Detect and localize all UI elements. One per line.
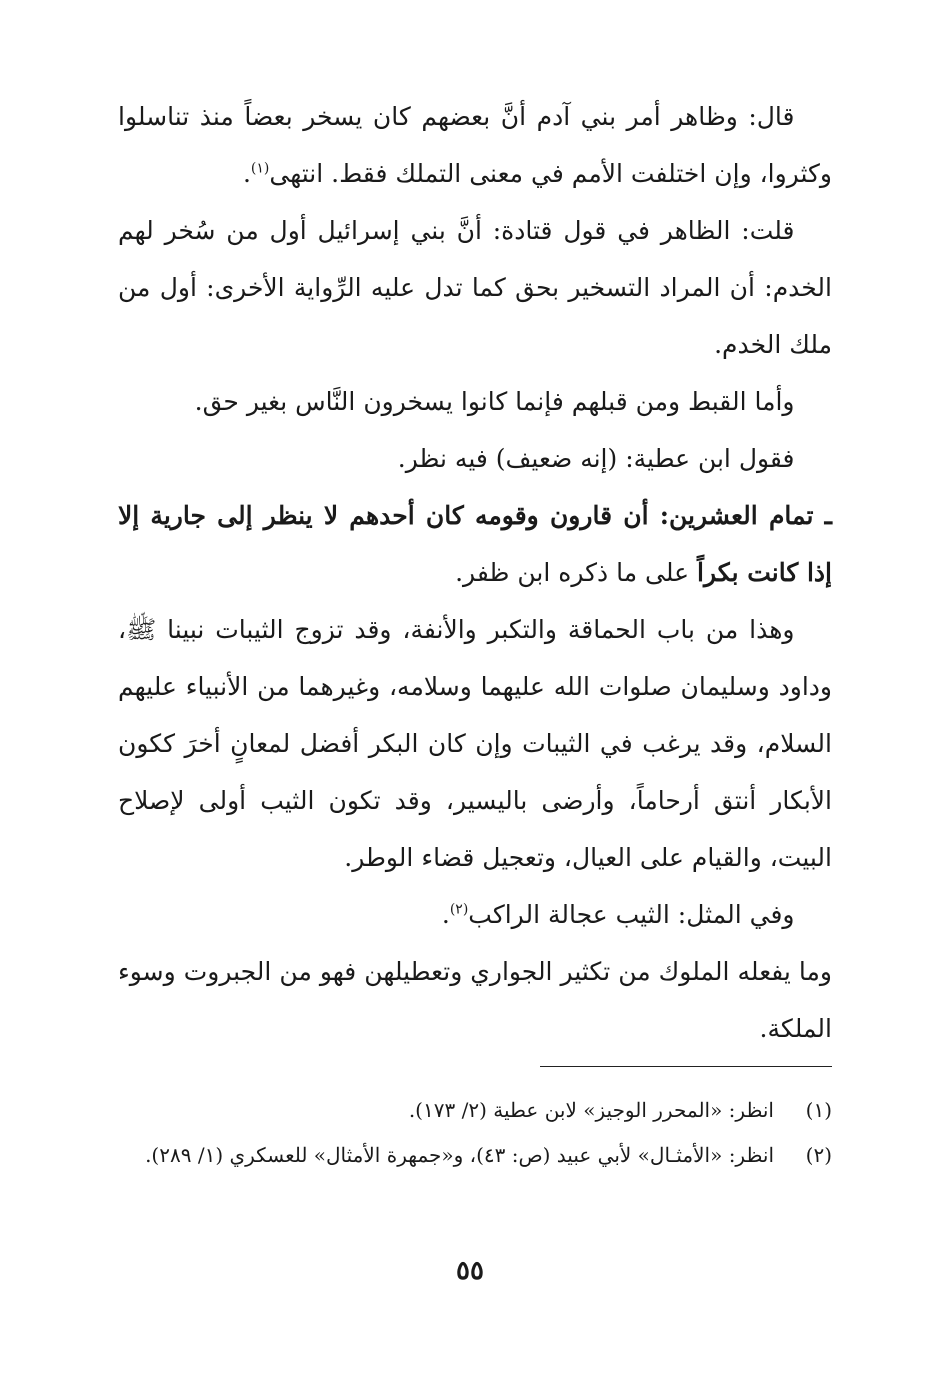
paragraph-4-text: فقول ابن عطية: (إنه ضعيف) فيه نظر. (397, 444, 795, 473)
paragraph-1-end: . (242, 159, 251, 188)
footnote-2-text: انظر: «الأمثـال» لأبي عبيد (ص: ٤٣)، و«جمهرة الأمثال» للعسكري (١/ ٢٨٩). (145, 1143, 774, 1167)
paragraph-2-text: قلت: الظاهر في قول قتادة: أنَّ بني إسرائيل أول من سُخر لهم الخدم: أن المراد التسخير بحق كما تدل عليه الرِّواية الأخرى: أول من ملك الخدم. (118, 216, 832, 359)
footnote-ref-1[interactable]: (١) (250, 160, 270, 177)
paragraph-6-text: وهذا من باب الحماقة والتكبر والأنفة، وقد تزوج الثيبات نبينا ﷺ، وداود وسليمان صلوات الله عليهما وسلامه، وغيرهما من الأنبياء عليهم السلام، وقد يرغب في الثيبات وإن كان البكر أفضل لمعانٍ أخرَ ككون الأبكار أنتق أرحاماً، وأرضى باليسير، وقد تكون الثيب أولى لإصلاح البيت، والقيام على العيال، وتعجيل قضاء الوطر. (118, 615, 832, 872)
footnote-1-text: انظر: «المحرر الوجيز» لابن عطية (٢/ ١٧٣). (408, 1098, 774, 1122)
paragraph-7-end: . (441, 900, 450, 929)
paragraph-5-text: على ما ذكره ابن ظفر. (455, 558, 698, 587)
paragraph-2 (118, 202, 832, 373)
paragraph-3 (118, 373, 832, 430)
footnote-1-number: (١) (805, 1098, 832, 1122)
footnote-2 (118, 1133, 832, 1178)
paragraph-7 (118, 886, 832, 943)
footnote-2-number: (٢) (805, 1143, 832, 1167)
footnote-separator (540, 1066, 832, 1067)
paragraph-6 (118, 601, 832, 886)
footnote-1 (118, 1088, 832, 1133)
page-number: ٥٥ (456, 1256, 484, 1286)
paragraph-8-text: وما يفعله الملوك من تكثير الجواري وتعطيلهن فهو من الجبروت وسوء الملكة. (118, 957, 832, 1043)
paragraph-4 (118, 430, 832, 487)
section-heading-twentieth: ـ تمام العشرين: أن قارون وقومه كان أحدهم لا ينظر إلى جارية إلا إذا كانت بكراً (118, 501, 832, 587)
main-text (118, 88, 832, 1057)
paragraph-5 (118, 487, 832, 601)
paragraph-1-text: قال: وظاهر أمر بني آدم أنَّ بعضهم كان يسخر بعضاً منذ تناسلوا وكثروا، وإن اختلفت الأمم في معنى التملك فقط. انتهى (118, 102, 832, 188)
paragraph-7-text: وفي المثل: الثيب عجالة الراكب (468, 900, 795, 929)
footnote-ref-2[interactable]: (٢) (449, 901, 469, 918)
paragraph-8 (118, 943, 832, 1057)
paragraph-3-text: وأما القبط ومن قبلهم فإنما كانوا يسخرون النَّاس بغير حق. (194, 387, 795, 416)
footnotes (118, 1088, 832, 1178)
paragraph-1 (118, 88, 832, 202)
